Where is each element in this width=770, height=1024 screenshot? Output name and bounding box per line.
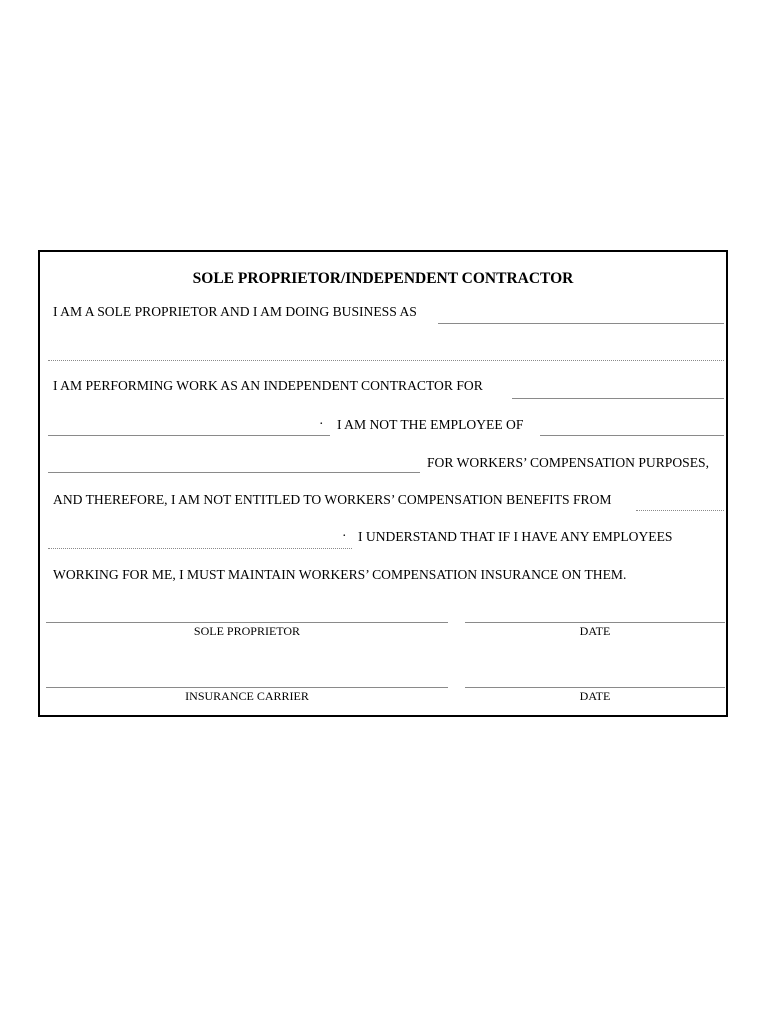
sole-proprietor-date-line	[465, 622, 725, 623]
business-name-continued-line	[48, 360, 724, 361]
employees-text: I UNDERSTAND THAT IF I HAVE ANY EMPLOYEES	[358, 529, 673, 544]
business-name-continued-field[interactable]	[48, 344, 724, 360]
not-employee-of-text: I AM NOT THE EMPLOYEE OF	[337, 417, 524, 432]
insurance-carrier-signature-line	[46, 687, 448, 688]
contractor-for-line	[512, 398, 724, 399]
date-label-2: DATE	[579, 689, 611, 703]
business-name-line	[438, 323, 724, 324]
contractor-for-continued-line	[48, 435, 330, 436]
insurance-carrier-label: INSURANCE CARRIER	[185, 689, 309, 703]
sole-proprietor-signature-line	[46, 622, 448, 623]
not-employee-of-field[interactable]	[540, 419, 724, 435]
contractor-for-continued-field[interactable]	[48, 418, 330, 434]
sole-proprietor-signature-field[interactable]	[46, 602, 448, 620]
insurance-carrier-date-field[interactable]	[465, 667, 725, 685]
not-employee-of-continued-line	[48, 472, 420, 473]
form-title: SOLE PROPRIETOR/INDEPENDENT CONTRACTOR	[192, 270, 574, 287]
contractor-form	[38, 250, 728, 717]
sole-proprietor-label: SOLE PROPRIETOR	[193, 624, 301, 638]
contractor-for-field[interactable]	[512, 380, 724, 396]
workers-comp-purposes-text: FOR WORKERS’ COMPENSATION PURPOSES,	[427, 455, 710, 470]
benefits-from-continued-field[interactable]	[48, 531, 352, 547]
insurance-carrier-signature-field[interactable]	[46, 667, 448, 685]
business-name-field[interactable]	[438, 306, 724, 322]
insurance-carrier-date-line	[465, 687, 725, 688]
doing-business-as-text: I AM A SOLE PROPRIETOR AND I AM DOING BUSINESS AS	[53, 304, 417, 319]
maintain-insurance-text: WORKING FOR ME, I MUST MAINTAIN WORKERS’ COMPENSATION INSURANCE ON THEM.	[53, 567, 627, 582]
sentence-period-2: ·	[342, 528, 347, 543]
sole-proprietor-date-field[interactable]	[465, 602, 725, 620]
benefits-from-continued-line	[48, 548, 352, 549]
sentence-period: ·	[319, 416, 324, 431]
date-label: DATE	[579, 624, 611, 638]
not-employee-of-continued-field[interactable]	[48, 455, 420, 471]
benefits-from-field[interactable]	[636, 494, 724, 510]
not-employee-of-line	[540, 435, 724, 436]
not-entitled-text: AND THEREFORE, I AM NOT ENTITLED TO WORKERS’ COMPENSATION BENEFITS FROM	[53, 492, 612, 507]
independent-contractor-text: I AM PERFORMING WORK AS AN INDEPENDENT CONTRACTOR FOR	[53, 378, 483, 393]
benefits-from-line	[636, 510, 724, 511]
